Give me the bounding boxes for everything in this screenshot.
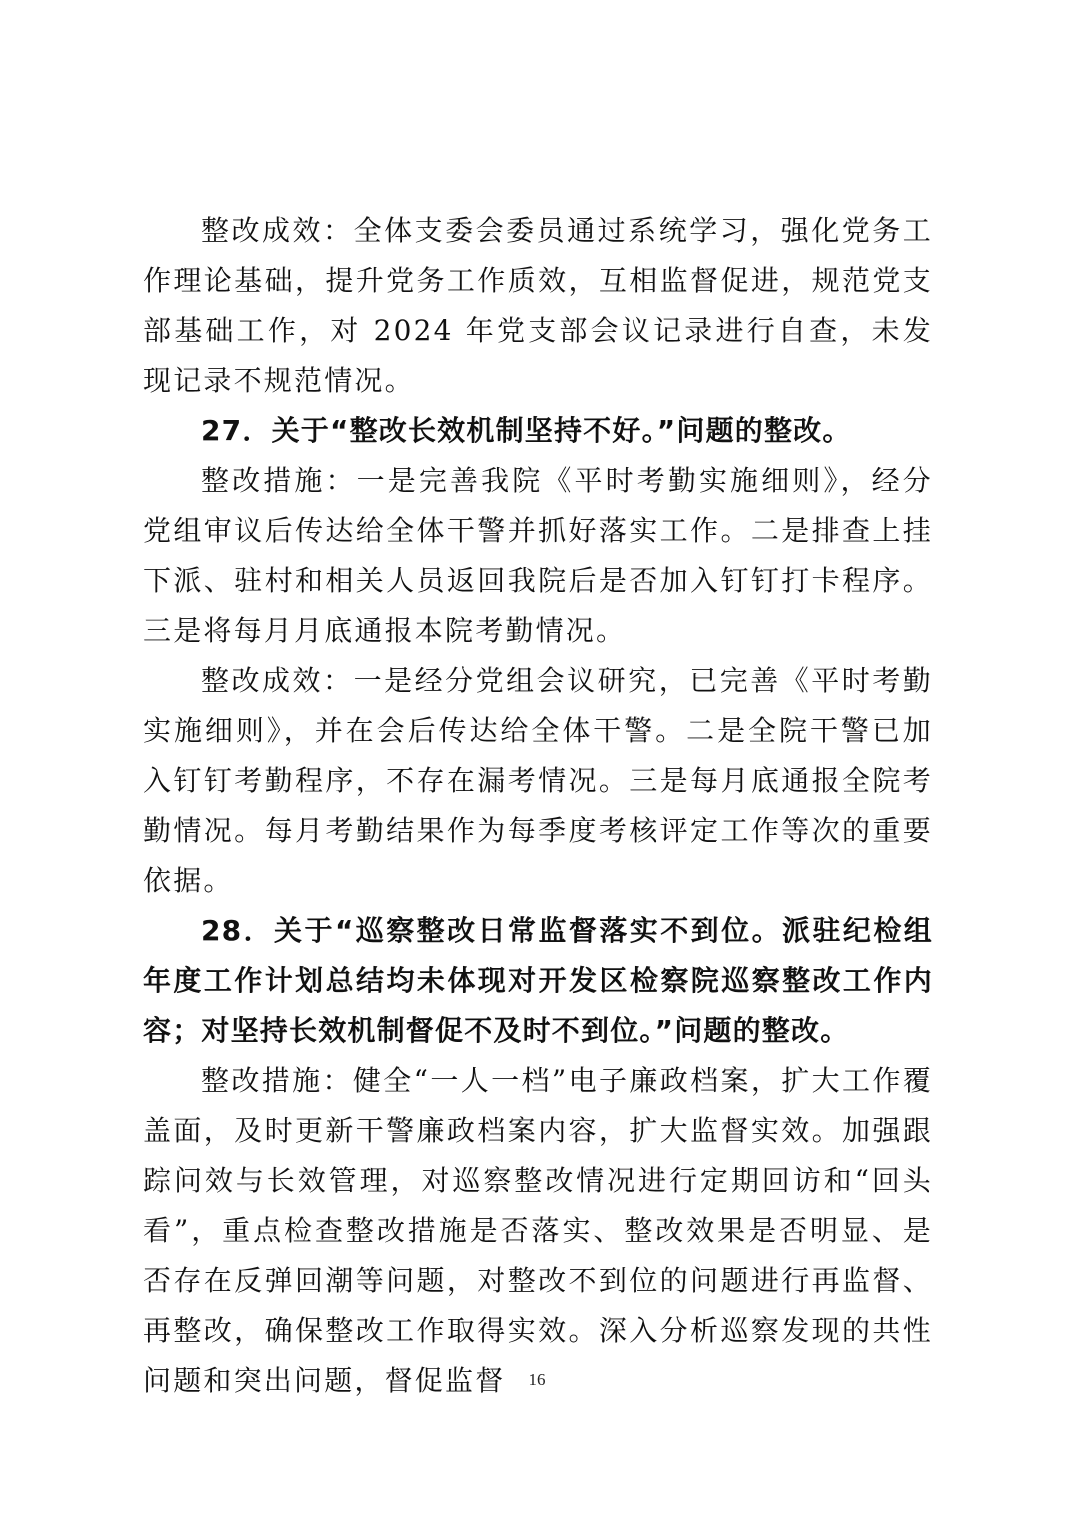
paragraph-rectification-measures-28: 整改措施：健全“一人一档”电子廉政档案，扩大工作覆盖面，及时更新干警廉政档案内容，扩大监督实效。加强跟踪问效与长效管理，对巡察整改情况进行定期回访和“回头看”，重点检查整改措施是否落实、整改效果是否明显、是否存在反弹回潮等问题，对整改不到位的问题进行再监督、再整改，确保整改工作取得实效。深入分析巡察发现的共性问题和突出问题，督促监督 bbox=[143, 1064, 933, 1397]
paragraph-rectification-effect-1: 整改成效：全体支委会委员通过系统学习，强化党务工作理论基础，提升党务工作质效，互相监督促进，规范党支部基础工作，对 2024 年党支部会议记录进行自查，未发现记录不规范情况。 bbox=[143, 214, 933, 397]
heading-item-27: 27．关于“整改长效机制坚持不好。”问题的整改。 bbox=[201, 414, 852, 447]
paragraph-rectification-measures-27: 整改措施：一是完善我院《平时考勤实施细则》，经分党组审议后传达给全体干警并抓好落实工作。二是排查上挂下派、驻村和相关人员返回我院后是否加入钉钉打卡程序。三是将每月月底通报本院考勤情况。 bbox=[143, 464, 933, 647]
heading-item-28: 28．关于“巡察整改日常监督落实不到位。派驻纪检组年度工作计划总结均未体现对开发区检察院巡察整改工作内容；对坚持长效机制督促不及时不到位。”问题的整改。 bbox=[143, 914, 933, 1047]
paragraph-rectification-effect-27: 整改成效：一是经分党组会议研究，已完善《平时考勤实施细则》，并在会后传达给全体干警。二是全院干警已加入钉钉考勤程序，不存在漏考情况。三是每月底通报全院考勤情况。每月考勤结果作为每季度考核评定工作等次的重要依据。 bbox=[143, 664, 933, 897]
page-number: 16 bbox=[528, 1370, 546, 1389]
document-body bbox=[143, 206, 933, 1406]
